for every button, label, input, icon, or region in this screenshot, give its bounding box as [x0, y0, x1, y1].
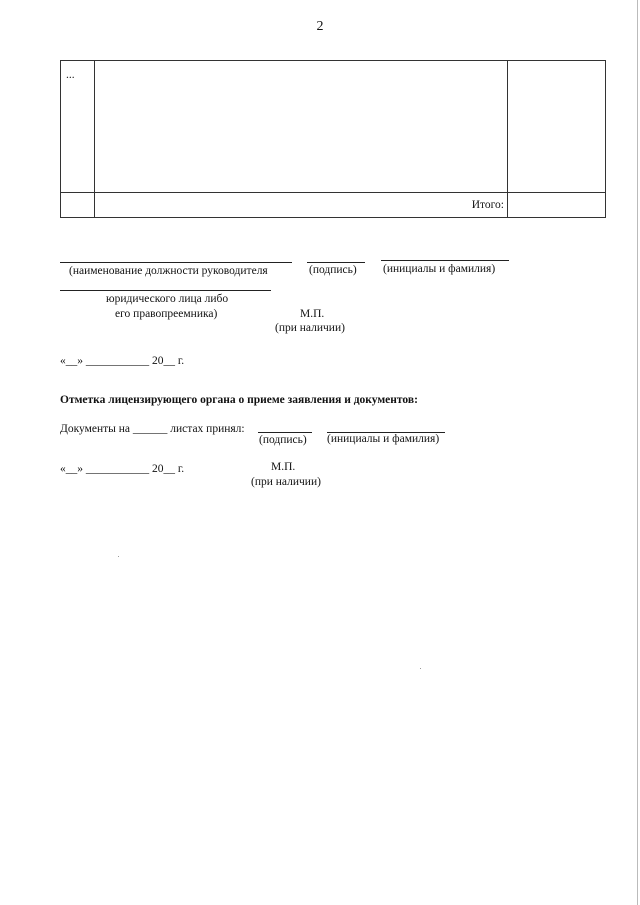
docs-accepted: Документы на ______ листах принял: [60, 423, 245, 435]
licensing-heading: Отметка лицензирующего органа о приеме заявления и документов: [60, 394, 418, 406]
table-cell-content [95, 61, 508, 193]
accept-signature-caption: (подпись) [259, 434, 307, 446]
accept-seal-label: М.П. [271, 461, 296, 473]
table-cell-empty [61, 193, 95, 218]
accept-date: «__» ___________ 20__ г. [60, 463, 185, 475]
position-line [60, 262, 292, 263]
page-number: 2 [316, 19, 324, 34]
total-value [508, 193, 606, 218]
entity-line1: юридического лица либо [106, 293, 229, 305]
initials-caption: (инициалы и фамилия) [383, 263, 496, 275]
accept-seal-note: (при наличии) [251, 476, 321, 488]
items-table [60, 60, 606, 218]
table-cell-amount [508, 61, 606, 193]
seal-note: (при наличии) [275, 322, 345, 334]
table-cell-index: ... [61, 61, 95, 193]
initials-line [381, 260, 509, 261]
scan-artifact [118, 556, 119, 557]
total-label: Итого: [95, 193, 508, 218]
scan-edge [637, 0, 638, 905]
accept-initials-caption: (инициалы и фамилия) [327, 433, 440, 445]
signature-caption: (подпись) [309, 264, 357, 276]
seal-label: М.П. [300, 308, 325, 320]
signature-date: «__» ___________ 20__ г. [60, 355, 185, 367]
entity-line2: его правопреемника) [115, 308, 218, 320]
entity-line [60, 290, 271, 291]
position-caption: (наименование должности руководителя [69, 265, 268, 277]
scan-artifact [420, 668, 421, 669]
